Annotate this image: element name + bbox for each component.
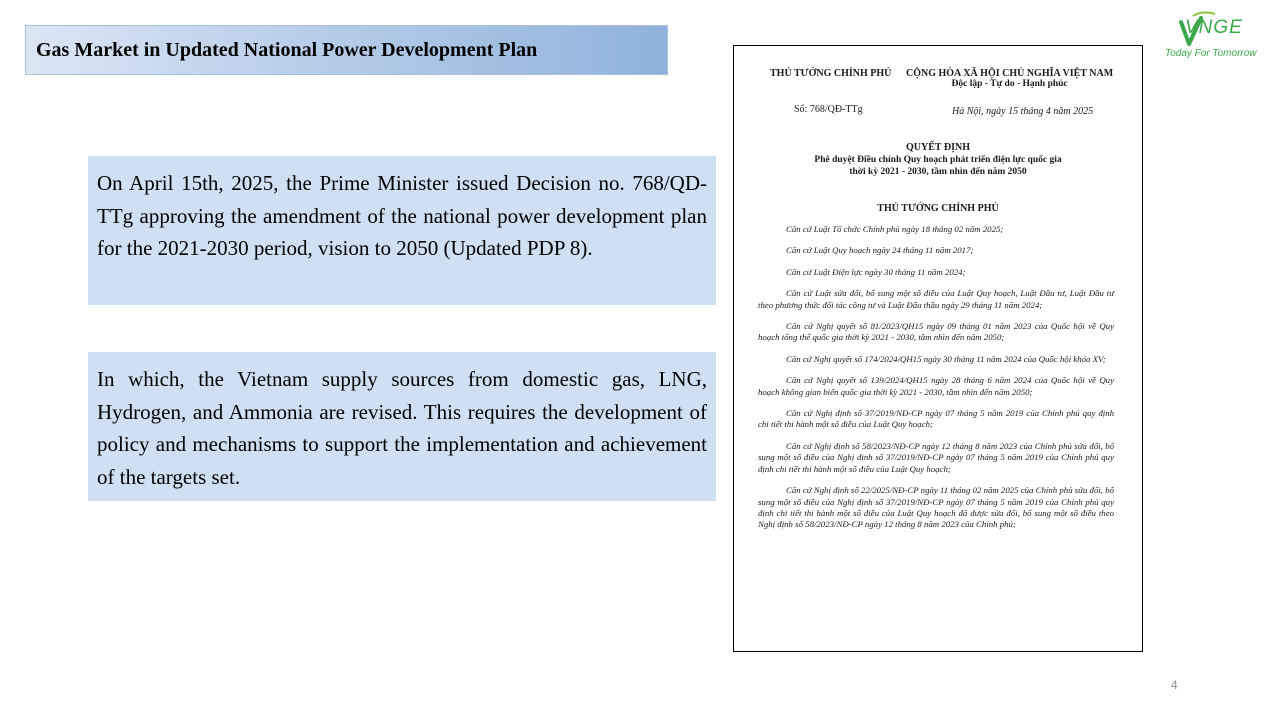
doc-paragraph: Căn cứ Luật Điện lực ngày 30 tháng 11 năm 2024; xyxy=(786,266,966,277)
doc-subject-line-1: Phê duyệt Điều chỉnh Quy hoạch phát triển điện lực quốc gia xyxy=(814,155,1062,165)
text-box-decision: On April 15th, 2025, the Prime Minister issued Decision no. 768/QD-TTg approving the amendment of the national power development plan for the 2021-2030 period, vision to 2050 (Updated PDP 8). xyxy=(88,156,716,305)
doc-paragraph: Căn cứ Luật sửa đổi, bổ sung một số điều của Luật Quy hoạch, Luật Đầu tư, Luật Đầu tư theo phương thức đối tác công tư và Luật Đấu thầu ngày 29 tháng 11 năm 2024; xyxy=(758,288,1114,310)
doc-republic: CỘNG HÒA XÃ HỘI CHỦ NGHĨA VIỆT NAM xyxy=(906,68,1114,79)
doc-paragraph: Căn cứ Nghị định số 22/2025/NĐ-CP ngày 11 tháng 02 năm 2025 của Chính phủ sửa đổi, bổ sung một số điều của Nghị định số 37/2019/NĐ-CP ngày 07 tháng 5 năm 2019 của Chính phủ quy định chi tiết thi hành một số điều của Luật Quy hoạch đã được sửa đổi, bổ sung một số điều theo Nghị định số 58/2023/NĐ-CP ngày 12 tháng 8 năm 2023 của Chính phủ; xyxy=(758,485,1114,530)
doc-paragraph: Căn cứ Nghị quyết số 81/2023/QH15 ngày 09 tháng 01 năm 2023 của Quốc hội về Quy hoạch tổng thể quốc gia thời kỳ 2021 - 2030, tầm nhìn đến năm 2050; xyxy=(758,321,1114,343)
doc-number: Số: 768/QĐ-TTg xyxy=(794,104,863,115)
logo-name: VNGE xyxy=(1185,17,1243,38)
slide-title-bar xyxy=(25,25,668,75)
doc-date: Hà Nội, ngày 15 tháng 4 năm 2025 xyxy=(952,106,1094,117)
doc-paragraph: Căn cứ Nghị quyết số 139/2024/QH15 ngày 28 tháng 6 năm 2024 của Quốc hội về Quy hoạch không gian biển quốc gia thời kỳ 2021 - 2030, tầm nhìn đến năm 2050; xyxy=(758,375,1114,397)
page-number: 4 xyxy=(1171,678,1178,692)
decision-document-image xyxy=(733,45,1143,652)
doc-paragraph: Căn cứ Luật Tổ chức Chính phủ ngày 18 tháng 02 năm 2025; xyxy=(786,224,1004,234)
doc-issuer: THỦ TƯỚNG CHÍNH PHỦ xyxy=(770,68,892,79)
doc-subject xyxy=(734,154,1142,178)
doc-authority: THỦ TƯỚNG CHÍNH PHỦ xyxy=(877,203,999,214)
doc-paragraph: Căn cứ Nghị quyết số 174/2024/QH15 ngày 30 tháng 11 năm 2024 của Quốc hội khóa XV; xyxy=(786,353,1106,364)
doc-subject-line-2: thời kỳ 2021 - 2030, tầm nhìn đến năm 2050 xyxy=(849,167,1027,177)
doc-national-header xyxy=(906,68,1113,89)
doc-paragraphs xyxy=(758,224,1114,541)
doc-motto: Độc lập - Tự do - Hạnh phúc xyxy=(951,79,1068,89)
doc-paragraph: Căn cứ Nghị định số 58/2023/NĐ-CP ngày 12 tháng 8 năm 2023 của Chính phủ sửa đổi, bổ sung một số điều của Nghị định số 37/2019/NĐ-CP ngày 07 tháng 5 năm 2019 của Chính phủ quy định chi tiết thi hành một số điều của Luật Quy hoạch; xyxy=(758,440,1114,474)
text-box-supply-sources: In which, the Vietnam supply sources from domestic gas, LNG, Hydrogen, and Ammonia are revised. This requires the development of policy and mechanisms to support the implementation and achievement of the targets set. xyxy=(88,352,716,501)
doc-paragraph: Căn cứ Nghị định số 37/2019/NĐ-CP ngày 07 tháng 5 năm 2019 của Chính phủ quy định chi tiết thi hành một số điều của Luật Quy hoạch; xyxy=(758,408,1114,430)
doc-paragraph: Căn cứ Luật Quy hoạch ngày 24 tháng 11 năm 2017; xyxy=(786,245,974,256)
doc-heading: QUYẾT ĐỊNH xyxy=(906,142,970,153)
slide-title: Gas Market in Updated National Power Development Plan xyxy=(36,38,538,61)
logo-tagline: Today For Tomorrow xyxy=(1165,48,1257,59)
